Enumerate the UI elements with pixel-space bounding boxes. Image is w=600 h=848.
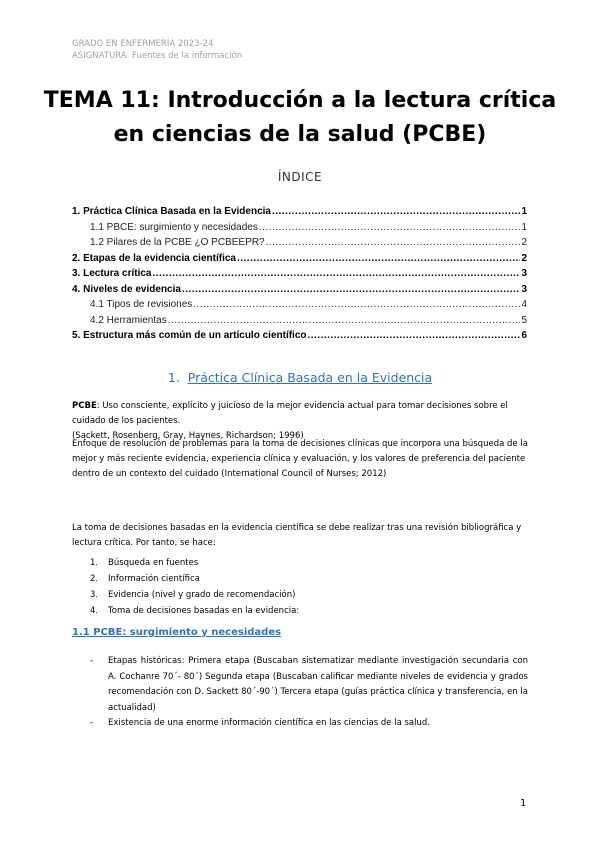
toc-leader bbox=[237, 251, 520, 267]
bullet-text: Etapas históricas: Primera etapa (Buscaban sistematizar mediante investigación secundaria con A. Cochanre 70´- 80´) Segunda etapa (Buscaban calificar mediante niveles de evidencia y grados recomendación con D. Sackett 80´-90´) Tercera etapa (guías práctica clínica y transferencia, en la actualidad) bbox=[108, 656, 528, 713]
toc-entry[interactable] bbox=[72, 266, 527, 282]
toc-entry-label: 1.2 Pilares de la PCBE ¿O PCBEEPR? bbox=[90, 237, 265, 248]
header-subject: ASIGNATURA: Fuentes de la información bbox=[72, 51, 243, 61]
toc-leader bbox=[272, 204, 520, 220]
toc-entry-label: 4.2 Herramientas bbox=[90, 314, 167, 326]
toc-entry[interactable] bbox=[72, 220, 527, 236]
paragraph-decisions: La toma de decisiones basadas en la evidencia científica se debe realizar tras una revisión bibliográfica y lectura crítica. Por tanto, se hace: bbox=[72, 523, 522, 548]
table-of-contents bbox=[72, 204, 527, 344]
toc-leader bbox=[182, 282, 520, 298]
pcbe-definition-text: : Uso consciente, explícito y juicioso de la mejor evidencia actual para tomar decisiones sobre el cuidado de los pacientes. bbox=[72, 401, 508, 426]
list-number: 3. bbox=[90, 590, 99, 600]
paragraph-approach: Enfoque de resolución de problemas para la toma de decisiones clínicas que incorpora una búsqueda de la mejor y más reciente evidencia, experiencia clínica y evaluación, y los valores de preferencia del paciente dentro de un contexto del cuidado (International Council of Nurses; 2012) bbox=[72, 439, 528, 479]
subsection-heading: 1.1 PCBE: surgimiento y necesidades bbox=[72, 627, 282, 638]
toc-page: 6 bbox=[521, 330, 527, 341]
list-number: 2. bbox=[90, 574, 99, 584]
index-heading: ÍNDICE bbox=[277, 170, 323, 184]
header-degree: GRADO EN ENFERMERÍA 2023-24 bbox=[72, 39, 214, 49]
list-item bbox=[90, 603, 299, 619]
toc-page: 5 bbox=[521, 314, 527, 326]
list-item bbox=[90, 716, 528, 732]
toc-page: 2 bbox=[521, 252, 527, 264]
list-number: 1. bbox=[90, 558, 99, 568]
toc-leader bbox=[308, 328, 521, 344]
section-heading bbox=[0, 370, 600, 385]
bullet-dash: - bbox=[90, 718, 94, 728]
document-header bbox=[72, 38, 242, 62]
toc-page: 1 bbox=[521, 221, 527, 233]
toc-leader bbox=[266, 235, 521, 251]
toc-leader bbox=[152, 266, 520, 282]
toc-entry[interactable] bbox=[72, 297, 527, 313]
toc-entry[interactable] bbox=[72, 282, 527, 298]
list-item bbox=[90, 555, 299, 571]
toc-page: 3 bbox=[521, 283, 527, 295]
section-title: Práctica Clínica Basada en la Evidencia bbox=[187, 370, 433, 385]
toc-entry[interactable] bbox=[72, 251, 527, 267]
title-line-1: TEMA 11: Introducción a la lectura crítica bbox=[43, 88, 557, 113]
document-title bbox=[40, 84, 560, 152]
toc-entry[interactable] bbox=[72, 204, 527, 220]
toc-leader bbox=[259, 220, 521, 236]
toc-entry-label: 2. Etapas de la evidencia científica bbox=[72, 252, 236, 264]
toc-entry[interactable] bbox=[72, 235, 527, 251]
list-item bbox=[90, 654, 528, 716]
list-text: Información científica bbox=[108, 574, 200, 584]
toc-entry-label: 5. Estructura más común de un artículo científico bbox=[72, 330, 307, 341]
title-line-2: en ciencias de la salud (PCBE) bbox=[113, 122, 487, 147]
toc-entry-label: 4. Niveles de evidencia bbox=[72, 283, 181, 295]
list-item bbox=[90, 587, 299, 603]
list-item bbox=[90, 571, 299, 587]
toc-entry[interactable] bbox=[72, 313, 527, 329]
section-number: 1. bbox=[167, 370, 180, 385]
toc-page: 3 bbox=[521, 268, 527, 279]
toc-page: 1 bbox=[521, 206, 527, 217]
toc-page: 4 bbox=[521, 299, 527, 310]
steps-list bbox=[90, 555, 299, 619]
pcbe-citation: (Sackett, Rosenberg, Gray, Haynes, Richardson; 1996) bbox=[72, 431, 304, 441]
list-number: 4. bbox=[90, 606, 99, 616]
toc-entry-label: 1. Práctica Clínica Basada en la Evidencia bbox=[72, 206, 271, 217]
bullet-text: Existencia de una enorme información científica en las ciencias de la salud. bbox=[108, 718, 430, 728]
bullet-dash: - bbox=[90, 656, 94, 666]
pcbe-term: PCBE bbox=[72, 401, 97, 411]
toc-entry-label: 3. Lectura crítica bbox=[72, 268, 152, 279]
bullet-list bbox=[90, 654, 528, 732]
list-text: Evidencia (nivel y grado de recomendación) bbox=[108, 590, 296, 600]
page-number: 1 bbox=[520, 798, 527, 809]
toc-entry[interactable] bbox=[72, 328, 527, 344]
toc-page: 2 bbox=[521, 237, 527, 248]
list-text: Búsqueda en fuentes bbox=[108, 558, 199, 568]
toc-entry-label: 1.1 PBCE: surgimiento y necesidades bbox=[90, 221, 258, 233]
list-text: Toma de decisiones basadas en la evidencia: bbox=[108, 606, 300, 616]
toc-entry-label: 4.1 Tipos de revisiones bbox=[90, 299, 193, 310]
toc-leader bbox=[168, 313, 521, 329]
toc-leader bbox=[193, 297, 520, 313]
